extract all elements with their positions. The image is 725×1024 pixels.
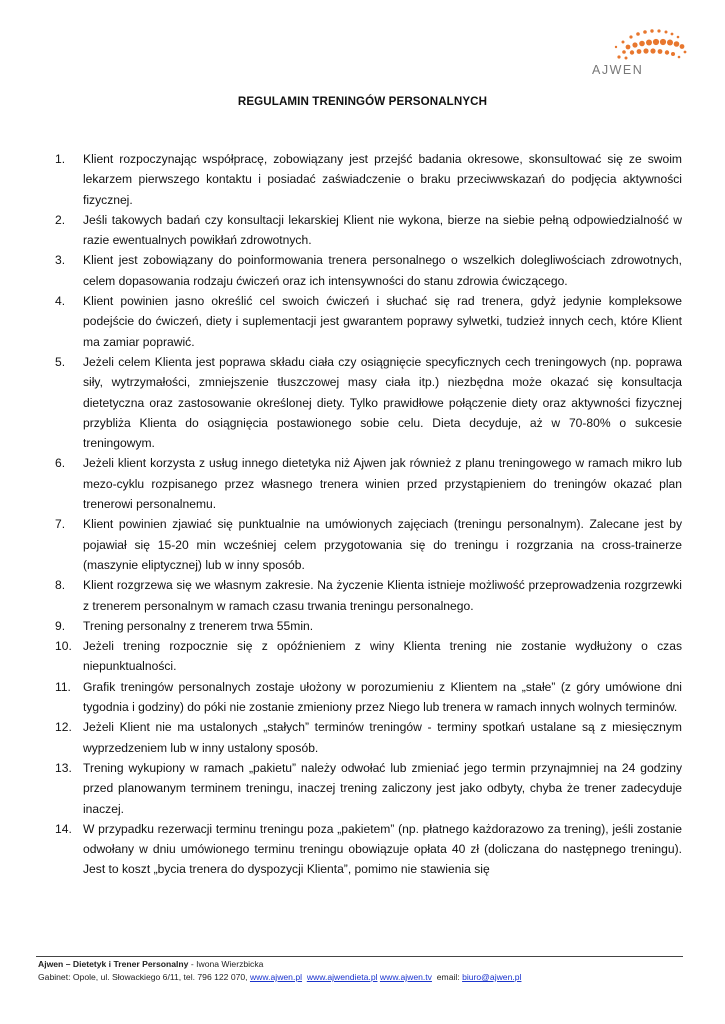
rule-number: 2. <box>55 212 66 227</box>
rule-text: Trening wykupiony w ramach „pakietu” należy odwołać lub zmieniać jego termin przynajmniej na 24 godziny przed planowanym terminem treningu, inaczej trening zaliczony jest jako odbyty, chyba że trener zadecyduje inaczej. <box>83 760 682 816</box>
page-footer <box>38 958 685 984</box>
rule-text: Klient rozpoczynając współpracę, zobowiązany jest przejść badania okresowe, skonsultować się ze swoim lekarzem pierwszego kontaktu i posiadać zaświadczenie o braku przeciwwskazań do podjęcia aktywności fizycznej. <box>83 152 682 207</box>
rule-item <box>48 514 682 575</box>
rule-number: 1. <box>55 152 66 166</box>
footer-link-ajwen[interactable]: www.ajwen.pl <box>249 972 303 982</box>
rule-item <box>48 453 682 514</box>
logo-text: AJWEN <box>592 63 644 77</box>
logo-dots-graphic <box>588 28 688 64</box>
rule-number: 12. <box>55 720 72 735</box>
footer-company: Ajwen – Dietetyk i Trener Personalny <box>38 959 189 969</box>
rule-text: Jeśli takowych badań czy konsultacji lekarskiej Klient nie wykona, bierze na siebie pełną odpowiedzialność w razie ewentualnych powikłań zdrowotnych. <box>83 212 682 248</box>
footer-email-label: email: <box>436 972 460 982</box>
rule-item <box>48 819 682 880</box>
footer-link-ajwen-tv[interactable]: www.ajwen.tv <box>379 972 432 982</box>
rule-item <box>48 149 682 210</box>
rule-text: Klient jest zobowiązany do poinformowania trenera personalnego o wszelkich dolegliwościach zdrowotnych, celem dopasowania rodzaju ćwiczeń oraz ich intensywności do stanu zdrowia ćwiczącego. <box>83 253 682 288</box>
rule-item <box>48 717 682 758</box>
rule-item <box>48 575 682 616</box>
rule-item <box>48 636 682 677</box>
rule-number: 5. <box>55 354 66 369</box>
footer-separator: - <box>188 959 197 969</box>
rule-text: Jeżeli trening rozpocznie się z opóźnieniem z winy Klienta trening nie zostanie wydłużony o czas niepunktualności. <box>83 639 682 674</box>
rule-text: Jeżeli klient korzysta z usług innego dietetyka niż Ajwen jak również z planu treningowego w ramach mikro lub mezo-cyklu rozpisanego przez własnego trenera winien przed przystąpieniem do treningów okazać plan trenerowi personalnemu. <box>83 456 682 512</box>
footer-company-line <box>38 958 685 971</box>
rule-text: W przypadku rezerwacji terminu treningu poza „pakietem” (np. płatnego każdorazowo za trening), jeśli zostanie odwołany w dniu umówionego terminu treningu obowiązuje opłata 40 zł (doliczana do następnego treningu). Jest to koszt „bycia trenera do dyspozycji Klienta”, pomimo nie stawienia się <box>83 821 682 877</box>
footer-divider <box>36 956 683 957</box>
rule-text: Trening personalny z trenerem trwa 55min. <box>83 618 314 633</box>
rule-item <box>48 291 682 352</box>
rule-number: 13. <box>55 760 72 775</box>
rule-text: Jeżeli Klient nie ma ustalonych „stałych” terminów treningów - terminy spotkań ustalane są z miesięcznym wyprzedzeniem lub w inny ustalony sposób. <box>83 720 682 755</box>
rule-item <box>48 677 682 718</box>
rule-text: Grafik treningów personalnych zostaje ułożony w porozumieniu z Klientem na „stałe” (z góry umówione dni tygodnia i godziny) do póki nie zostanie zmieniony przez Niego lub trenera w ramach innych wolnych terminów. <box>83 679 682 715</box>
footer-person: Iwona Wierzbicka <box>196 959 264 969</box>
ajwen-logo <box>588 28 688 80</box>
footer-address: Gabinet: Opole, ul. Słowackiego 6/11, tel. 796 122 070, <box>38 972 248 982</box>
footer-email-link[interactable]: biuro@ajwen.pl <box>462 972 522 982</box>
rule-text: Jeżeli celem Klienta jest poprawa składu ciała czy osiągnięcie specyficznych cech treningowych (np. poprawa siły, wytrzymałości, zmniejszenie tłuszczowej masy ciała itp.) niezbędna może okazać się konsultacja dietetyczna oraz zastosowanie określonej diety. Tylko prawidłowe połączenie diety oraz aktywności fizycznej przybliża Klienta do osiągnięcia postawionego sobie celu. Dieta decyduje, aż w 70-80% o sukcesie treningowym. <box>83 354 682 451</box>
rule-item <box>48 250 682 291</box>
rule-text: Klient powinien jasno określić cel swoich ćwiczeń i słuchać się rad trenera, gdyż jedynie kompleksowe podejście do ćwiczeń, diety i suplementacji jest gwarantem poprawy sylwetki, tudzież innych cech, które Klient ma zamiar poprawić. <box>83 294 682 349</box>
footer-contact-line <box>38 971 685 984</box>
rule-item <box>48 210 682 251</box>
document-title: REGULAMIN TRENINGÓW PERSONALNYCH <box>237 95 488 108</box>
rule-number: 14. <box>55 821 72 836</box>
rule-item <box>48 758 682 819</box>
rule-number: 11. <box>55 679 71 694</box>
rule-number: 7. <box>55 517 66 532</box>
rule-text: Klient rozgrzewa się we własnym zakresie. Na życzenie Klienta istnieje możliwość przeprowadzenia rozgrzewki z trenerem personalnym w ramach czasu trwania treningu personalnego. <box>83 578 682 613</box>
rules-list <box>48 149 682 880</box>
rule-text: Klient powinien zjawiać się punktualnie na umówionych zajęciach (treningu personalnym). Zalecane jest by pojawiał się 15-20 min wcześniej celem przygotowania się do treningu i rozgrzania na cross-trainerze (maszynie eliptycznej) lub w inny sposób. <box>83 517 682 572</box>
rule-item <box>48 352 682 453</box>
rule-number: 3. <box>55 253 66 268</box>
rule-number: 9. <box>55 618 66 633</box>
rule-number: 6. <box>55 456 66 471</box>
rule-number: 4. <box>55 294 66 309</box>
rule-number: 10. <box>55 639 72 654</box>
rule-number: 8. <box>55 578 66 593</box>
rule-item <box>48 616 682 636</box>
footer-link-ajwendieta[interactable]: www.ajwendieta.pl <box>306 972 378 982</box>
